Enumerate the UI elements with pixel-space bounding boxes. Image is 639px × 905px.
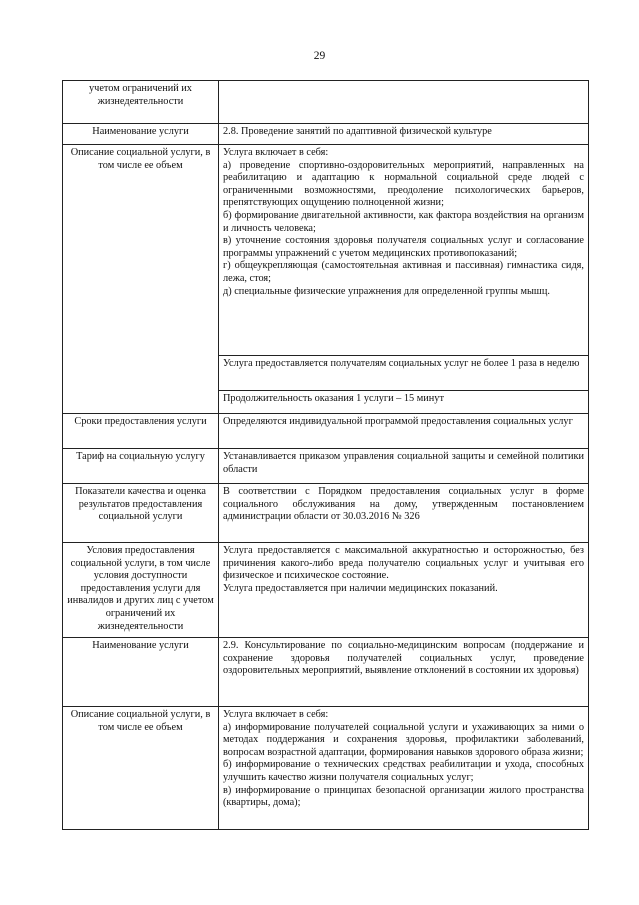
description-line: Услуга включает в себя:: [223, 709, 329, 720]
row-label: Тариф на социальную услугу: [63, 449, 219, 484]
description-line: в) информирование о принципах безопасной организации жилого пространства (квартиры, дома);: [223, 784, 584, 809]
condition-text: Услуга предоставляется с максимальной аккуратностью и осторожностью, без причинения какого-либо вреда получателю социальных услуг и учитывая его физическое и психическое состояние.: [223, 545, 584, 582]
description-line: а) информирование получателей социальной услуги и ухаживающих за ними о методах поддержания и сохранения здоровья, профилактики заболеваний, вопросам возрастной адаптации, формирования навыков здорового образа жизни;: [223, 721, 584, 758]
row-value: [219, 81, 589, 124]
service-description-2-8: [219, 145, 589, 356]
row-label: Условия предоставления социальной услуги, в том числе условия доступности предоставления услуги для инвалидов и других лиц с учетом ограничений их жизнедеятельности: [63, 543, 219, 638]
row-label: Наименование услуги: [63, 638, 219, 707]
service-frequency: Услуга предоставляется получателям социальных услуг не более 1 раза в неделю: [219, 356, 589, 391]
table-row: [63, 449, 589, 484]
table-row: [63, 145, 589, 356]
service-table: [62, 80, 589, 830]
row-label: Сроки предоставления услуги: [63, 414, 219, 449]
row-label: Наименование услуги: [63, 124, 219, 145]
service-duration: Продолжительность оказания 1 услуги – 15 минут: [219, 391, 589, 414]
description-line: б) информирование о технических средствах реабилитации и ухода, способных улучшить качество жизни получателя социальных услуг;: [223, 759, 584, 783]
row-label: учетом ограничений их жизнедеятельности: [63, 81, 219, 124]
row-label: Показатели качества и оценка результатов предоставления социальной услуги: [63, 484, 219, 543]
description-line: д) специальные физические упражнения для определенной группы мышц.: [223, 285, 550, 297]
row-value: Определяются индивидуальной программой предоставления социальных услуг: [219, 414, 589, 449]
description-line: а) проведение спортивно-оздоровительных мероприятий, направленных на реабилитацию и адаптацию к нормальной социальной среде людей с ограниченными возможностями, преодоление психологических барьеров, препятствующих ощущению полноценной жизни;: [223, 159, 584, 209]
description-line: Услуга включает в себя:: [223, 147, 329, 158]
table-row: [63, 81, 589, 124]
row-value: Устанавливается приказом управления социальной защиты и семейной политики области: [219, 449, 589, 484]
description-line: в) уточнение состояния здоровья получателя социальных услуг и согласование программы упражнений с учетом медицинских противопоказаний;: [223, 235, 584, 259]
table-row: [63, 707, 589, 830]
service-description-2-9: [219, 707, 589, 830]
table-row: [63, 638, 589, 707]
row-label: Описание социальной услуги, в том числе ее объем: [63, 707, 219, 830]
condition-text: Услуга предоставляется при наличии медицинских показаний.: [223, 582, 498, 594]
service-name-2-9: 2.9. Консультирование по социально-медицинским вопросам (поддержание и сохранение здоровья получателей социальных услуг, проведение оздоровительных мероприятий, выявление отклонений в состоянии их здоровья): [219, 638, 589, 707]
description-line: б) формирование двигательной активности, как фактора воздействия на организм и личность человека;: [223, 209, 584, 234]
row-label: Описание социальной услуги, в том числе ее объем: [63, 145, 219, 414]
description-line: г) общеукрепляющая (самостоятельная активная и пассивная) гимнастика сидя, лежа, стоя;: [223, 260, 584, 284]
table-row: [63, 484, 589, 543]
row-value: [219, 543, 589, 638]
service-name-2-8: 2.8. Проведение занятий по адаптивной физической культуре: [219, 124, 589, 145]
row-value: В соответствии с Порядком предоставления социальных услуг в форме социального обслуживания на дому, утвержденным постановлением администрации области от 30.03.2016 № 326: [219, 484, 589, 543]
page-number: 29: [313, 50, 326, 62]
table-row: [63, 124, 589, 145]
table-row: [63, 414, 589, 449]
table-row: [63, 543, 589, 638]
